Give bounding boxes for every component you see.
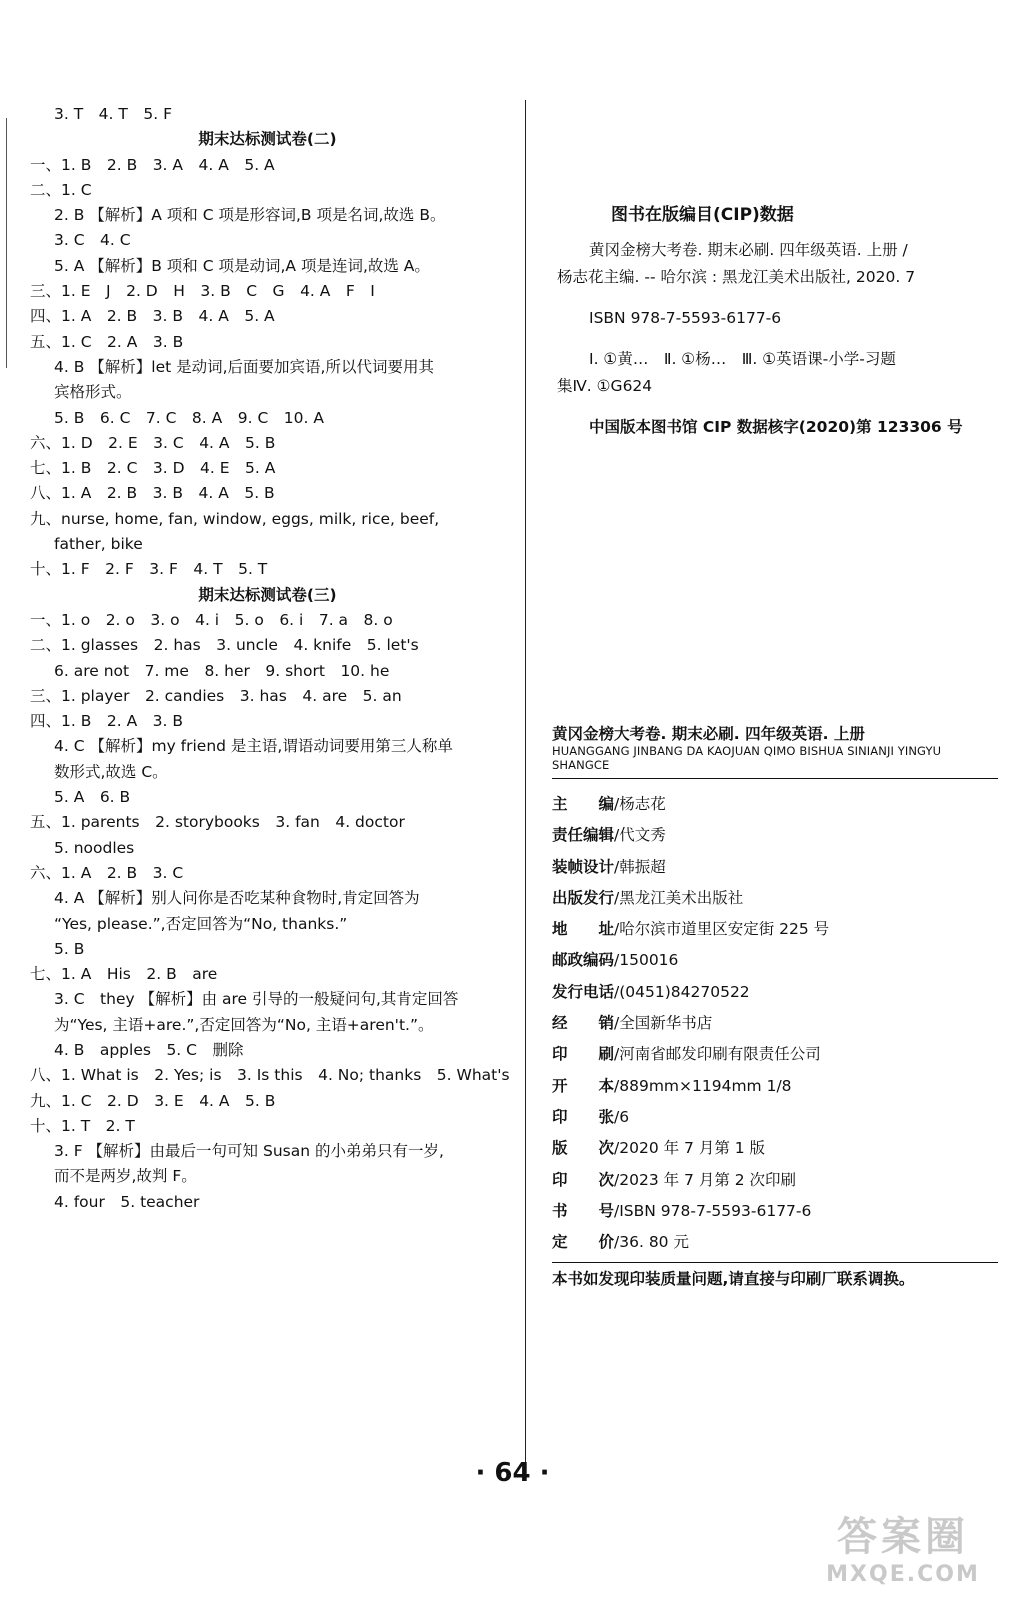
cip-classification: Ⅰ. ①黄… Ⅱ. ①杨… Ⅲ. ①英语课-小学-习题 [589, 350, 896, 368]
colophon-label: 版 次 [552, 1139, 615, 1158]
section-heading: 期末达标测试卷(三) [198, 585, 337, 604]
section-heading: 期末达标测试卷(二) [198, 130, 337, 149]
colophon-row [552, 1039, 998, 1070]
watermark-url: MXQE.COM [826, 1562, 980, 1587]
colophon-value: /150016 [614, 951, 679, 970]
colophon-label: 出版发行 [552, 888, 615, 907]
answer-line: 二、1. glasses 2. has 3. uncle 4. knife 5. let's [30, 636, 419, 655]
colophon-row [552, 914, 998, 945]
colophon-title: 黄冈金榜大考卷. 期末必刷. 四年级英语. 上册 [552, 725, 865, 743]
cip-isbn: ISBN 978-7-5593-6177-6 [589, 309, 782, 327]
cip-approval-number: 中国版本图书馆 CIP 数据核字(2020)第 123306 号 [589, 418, 963, 436]
colophon-value: /全国新华书店 [614, 1014, 713, 1033]
colophon-row [552, 789, 998, 820]
answer-key-column [30, 102, 510, 1215]
colophon-label: 装帧设计 [552, 857, 615, 876]
answer-line: 4. B apples 5. C 删除 [54, 1040, 244, 1059]
colophon-label: 邮政编码 [552, 951, 615, 970]
watermark-logo [808, 1505, 998, 1587]
colophon-label: 经 销 [552, 1014, 615, 1033]
colophon-label: 印 张 [552, 1107, 615, 1126]
page-number: · 64 · [475, 1458, 550, 1488]
colophon-value: /ISBN 978-7-5593-6177-6 [614, 1201, 812, 1220]
colophon-value: /(0451)84270522 [614, 982, 750, 1001]
answer-line: father, bike [54, 535, 143, 554]
colophon-value: /黑龙江美术出版社 [614, 888, 744, 907]
colophon-value: /河南省邮发印刷有限责任公司 [614, 1045, 821, 1064]
answer-line: 4. C 【解析】my friend 是主语,谓语动词要用第三人称单 [54, 737, 453, 756]
colophon-value: /哈尔滨市道里区安定街 225 号 [614, 920, 830, 939]
colophon-value: /韩振超 [614, 857, 666, 876]
answer-line: 五、1. C 2. A 3. B [30, 332, 184, 351]
colophon-row [552, 1133, 998, 1164]
answer-line: 九、nurse, home, fan, window, eggs, milk, rice, beef, [30, 509, 440, 528]
answer-line: “Yes, please.”,否定回答为“No, thanks.” [54, 914, 348, 933]
cip-line: 杨志花主编. -- 哈尔滨 : 黑龙江美术出版社, 2020. 7 [557, 268, 916, 286]
answer-line: 数形式,故选 C。 [54, 762, 168, 781]
answer-line: 4. A 【解析】别人问你是否吃某种食物时,肯定回答为 [54, 889, 420, 908]
answer-line: 七、1. B 2. C 3. D 4. E 5. A [30, 459, 276, 478]
colophon-row [552, 1227, 998, 1258]
answer-line: 5. B [54, 939, 85, 958]
answer-line: 为“Yes, 主语+are.”,否定回答为“No, 主语+aren't.”。 [54, 1015, 434, 1034]
answer-line: 九、1. C 2. D 3. E 4. A 5. B [30, 1091, 276, 1110]
colophon-row [552, 852, 998, 883]
answer-line: 七、1. A His 2. B are [30, 965, 218, 984]
cip-line: 黄冈金榜大考卷. 期末必刷. 四年级英语. 上册 / [589, 241, 908, 259]
colophon-pinyin-title: HUANGGANG JINBANG DA KAOJUAN QIMO BISHUA SINIANJI YINGYU SHANGCE [552, 744, 998, 779]
answer-line: 5. A 6. B [54, 788, 131, 807]
answer-line: 五、1. parents 2. storybooks 3. fan 4. doctor [30, 813, 405, 832]
answer-line: 3. F 【解析】由最后一句可知 Susan 的小弟弟只有一岁, [54, 1142, 444, 1161]
watermark-text: 答案圈 [837, 1514, 969, 1560]
colophon-value: /2023 年 7 月第 2 次印刷 [614, 1170, 797, 1189]
answer-line: 四、1. B 2. A 3. B [30, 712, 184, 731]
answer-line: 六、1. D 2. E 3. C 4. A 5. B [30, 433, 276, 452]
answer-line: 6. are not 7. me 8. her 9. short 10. he [54, 661, 390, 680]
colophon-value: /代文秀 [614, 826, 666, 845]
colophon-row [552, 1102, 998, 1133]
answer-line: 5. B 6. C 7. C 8. A 9. C 10. A [54, 408, 324, 427]
answer-line: 4. four 5. teacher [54, 1192, 200, 1211]
colophon-row [552, 1165, 998, 1196]
answer-line: 3. T 4. T 5. F [54, 105, 172, 123]
colophon-label: 地 址 [552, 920, 615, 939]
colophon-label: 印 次 [552, 1170, 615, 1189]
cip-title: 图书在版编目(CIP)数据 [611, 205, 794, 225]
answer-line: 5. A 【解析】B 项和 C 项是动词,A 项是连词,故选 A。 [54, 256, 430, 275]
colophon-row [552, 1008, 998, 1039]
colophon-label: 开 本 [552, 1076, 615, 1095]
column-divider [525, 100, 526, 1470]
colophon-value: /36. 80 元 [614, 1233, 689, 1252]
answer-line: 三、1. player 2. candies 3. has 4. are 5. an [30, 686, 402, 705]
answer-line: 四、1. A 2. B 3. B 4. A 5. A [30, 307, 275, 326]
answer-line: 八、1. What is 2. Yes; is 3. Is this 4. No; thanks 5. What's [30, 1066, 510, 1085]
colophon-value: /2020 年 7 月第 1 版 [614, 1139, 766, 1158]
colophon-row [552, 1071, 998, 1102]
answer-line: 宾格形式。 [54, 383, 132, 402]
answer-line: 一、1. o 2. o 3. o 4. i 5. o 6. i 7. a 8. o [30, 610, 393, 629]
colophon-label: 发行电话 [552, 982, 615, 1001]
answer-line: 六、1. A 2. B 3. C [30, 863, 184, 882]
margin-mark [6, 118, 7, 368]
answer-line: 二、1. C [30, 180, 92, 199]
colophon-rows [552, 789, 998, 1258]
answer-line: 八、1. A 2. B 3. B 4. A 5. B [30, 484, 275, 503]
answer-line: 5. noodles [54, 838, 135, 857]
colophon-value: /889mm×1194mm 1/8 [614, 1076, 792, 1095]
colophon-label: 印 刷 [552, 1045, 615, 1064]
colophon-row [552, 977, 998, 1008]
answer-line: 而不是两岁,故判 F。 [54, 1167, 197, 1186]
answer-line: 十、1. F 2. F 3. F 4. T 5. T [30, 560, 268, 579]
cip-classification: 集Ⅳ. ①G624 [557, 377, 653, 395]
colophon-row [552, 945, 998, 976]
colophon-value: /6 [614, 1107, 630, 1126]
colophon-label: 定 价 [552, 1233, 615, 1252]
colophon-row [552, 1196, 998, 1227]
colophon-label: 责任编辑 [552, 826, 615, 845]
cip-data-block [557, 200, 1007, 441]
colophon-value: /杨志花 [614, 795, 666, 813]
colophon-row [552, 820, 998, 851]
colophon [552, 722, 998, 1289]
quality-notice: 本书如发现印装质量问题,请直接与印刷厂联系调换。 [552, 1262, 998, 1289]
colophon-row [552, 883, 998, 914]
answer-line: 十、1. T 2. T [30, 1116, 135, 1135]
answer-line: 4. B 【解析】let 是动词,后面要加宾语,所以代词要用其 [54, 357, 434, 376]
colophon-label: 主 编 [552, 795, 615, 813]
answer-line: 2. B 【解析】A 项和 C 项是形容词,B 项是名词,故选 B。 [54, 206, 446, 225]
answer-line: 三、1. E J 2. D H 3. B C G 4. A F I [30, 282, 375, 301]
colophon-label: 书 号 [552, 1201, 615, 1220]
answer-line: 3. C they 【解析】由 are 引导的一般疑问句,其肯定回答 [54, 990, 459, 1009]
answer-line: 3. C 4. C [54, 231, 131, 250]
answer-line: 一、1. B 2. B 3. A 4. A 5. A [30, 155, 275, 174]
